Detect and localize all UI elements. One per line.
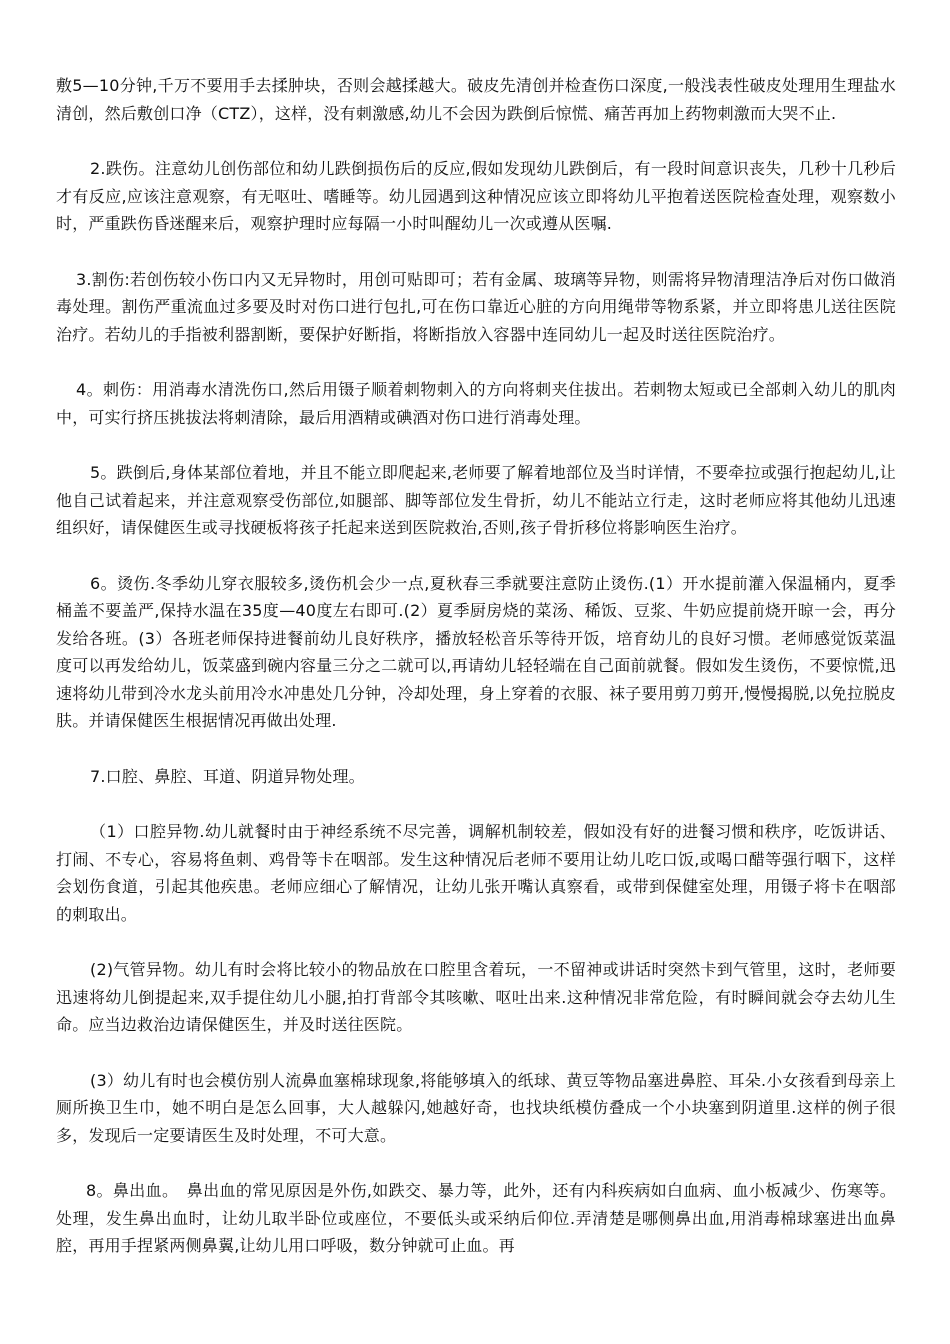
paragraph-nasal-ear-foreign-body: (3）幼儿有时也会模仿别人流鼻血塞棉球现象,将能够填入的纸球、黄豆等物品塞进鼻腔、耳朵.小女孩看到母亲上厕所换卫生巾，她不明白是怎么回事，大人越躲闪,她越好奇，也找块纸模仿叠成一个小块塞到阴道里.这样的例子很多，发现后一定要请医生及时处理，不可大意。 <box>56 1070 896 1145</box>
paragraph-fall-injury: 2.跌伤。注意幼儿创伤部位和幼儿跌倒损伤后的反应,假如发现幼儿跌倒后，有一段时间意识丧失，几秒十几秒后才有反应,应该注意观察，有无呕吐、嗜睡等。幼儿园遇到这种情况应该立即将幼儿平抱着送医院检查处理，观察数小时，严重跌伤昏迷醒来后，观察护理时应每隔一小时叫醒幼儿一次或遵从医嘱. <box>56 159 896 233</box>
paragraph-cut-injury: 3.割伤:若创伤较小伤口内又无异物时，用创可贴即可；若有金属、玻璃等异物，则需将异物清理洁净后对伤口做消毒处理。割伤严重流血过多要及时对伤口进行包扎,可在伤口靠近心脏的方向用绳带等物系紧，并立即将患儿送往医院治疗。若幼儿的手指被利器割断，要保护好断指，将断指放入容器中连同幼儿一起及时送往医院治疗。 <box>56 269 896 344</box>
paragraph-bruise-care: 敷5—10分钟,千万不要用手去揉肿块，否则会越揉越大。破皮先清创并检查伤口深度,一般浅表性破皮处理用生理盐水清创，然后敷创口净（CTZ），这样，没有刺激感,幼儿不会因为跌倒后惊慌、痛苦再加上药物刺激而大哭不止. <box>56 76 896 123</box>
paragraph-burn: 6。烫伤.冬季幼儿穿衣服较多,烫伤机会少一点,夏秋春三季就要注意防止烫伤.(1）开水提前灌入保温桶内，夏季桶盖不要盖严,保持水温在35度—40度左右即可.(2）夏季厨房烧的菜汤、稀饭、豆浆、牛奶应提前烧开晾一会，再分发给各班。(3）各班老师保持进餐前幼儿良好秩序，播放轻松音乐等待开饭，培育幼儿的良好习惯。老师感觉饭菜温度可以再发给幼儿，饭菜盛到碗内容量三分之二就可以,再请幼儿轻轻端在自己面前就餐。假如发生烫伤，不要惊慌,迅速将幼儿带到冷水龙头前用冷水冲患处几分钟，冷却处理，身上穿着的衣服、袜子要用剪刀剪开,慢慢揭脱,以免拉脱皮肤。并请保健医生根据情况再做出处理. <box>56 573 896 730</box>
paragraph-airway-foreign-body: (2)气管异物。幼儿有时会将比较小的物品放在口腔里含着玩，一不留神或讲话时突然卡到气管里，这时，老师要迅速将幼儿倒提起来,双手提住幼儿小腿,拍打背部令其咳嗽、呕吐出来.这种情况非常危险，有时瞬间就会夺去幼儿生命。应当边救治边请保健医生，并及时送往医院。 <box>56 960 896 1034</box>
paragraph-nosebleed: 8。鼻出血。 鼻出血的常见原因是外伤,如跌交、暴力等，此外，还有内科疾病如白血病、血小板减少、伤寒等。处理，发生鼻出血时，让幼儿取半卧位或座位，不要低头或采纳后仰位.弄清楚是哪侧鼻出血,用消毒棉球塞进出血鼻腔，再用手捏紧两侧鼻翼,让幼儿用口呼吸，数分钟就可止血。再 <box>56 1181 896 1255</box>
paragraph-foreign-body-heading: 7.口腔、鼻腔、耳道、阴道异物处理。 <box>90 766 365 786</box>
paragraph-fracture: 5。跌倒后,身体某部位着地，并且不能立即爬起来,老师要了解着地部位及当时详情，不要牵拉或强行抱起幼儿,让他自己试着起来，并注意观察受伤部位,如腿部、脚等部位发生骨折，幼儿不能站立行走，这时老师应将其他幼儿迅速组织好，请保健医生或寻找硬板将孩子托起来送到医院救治,否则,孩子骨折移位将影响医生治疗。 <box>56 463 896 537</box>
paragraph-puncture-injury: 4。刺伤：用消毒水清洗伤口,然后用镊子顺着刺物刺入的方向将刺夹住拔出。若刺物太短或已全部刺入幼儿的肌肉中，可实行挤压挑拔法将刺清除，最后用酒精或碘酒对伤口进行消毒处理。 <box>56 380 896 427</box>
paragraph-oral-foreign-body: （1）口腔异物.幼儿就餐时由于神经系统不尽完善，调解机制较差，假如没有好的进餐习惯和秩序，吃饭讲话、打闹、不专心，容易将鱼刺、鸡骨等卡在咽部。发生这种情况后老师不要用让幼儿吃口饭,或喝口醋等强行咽下，这样会划伤食道，引起其他疾患。老师应细心了解情况，让幼儿张开嘴认真察看，或带到保健室处理，用镊子将卡在咽部的刺取出。 <box>56 822 896 924</box>
